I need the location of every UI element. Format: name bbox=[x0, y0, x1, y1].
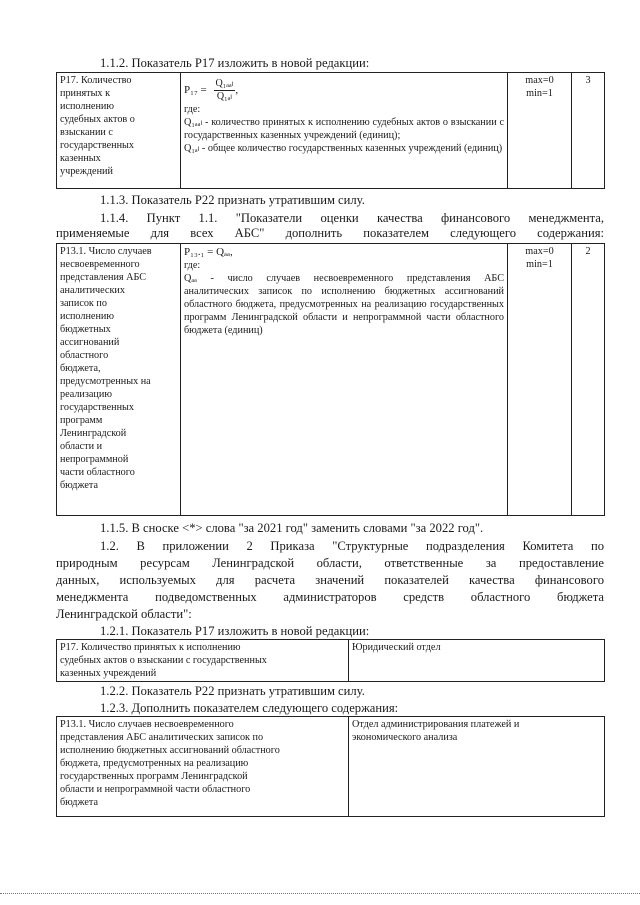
clause-1-1-2: 1.1.2. Показатель Р17 изложить в новой редакции: bbox=[100, 56, 370, 70]
clause-1-1-4-line2: применяемые для всех АБС" дополнить показателем следующего содержания: bbox=[56, 226, 604, 240]
clause-1-1-5: 1.1.5. В сноске <*> слова "за 2021 год" заменить словами "за 2022 год". bbox=[100, 521, 484, 535]
weight-cell: 3 bbox=[572, 73, 605, 189]
responsible-table-p13-1 bbox=[56, 716, 605, 817]
range-cell: max=0 min=1 bbox=[508, 73, 572, 189]
formula-numerator: Q₁ₐₐₗ bbox=[215, 78, 234, 89]
clause-1-2-line2: природным ресурсам Ленинградской области, ответственные за предоставление bbox=[56, 556, 604, 570]
indicator-cell: Р13.1. Число случаев несвоевременного представления АБС аналитических записок по исполнению бюджетных ассигнований областного бюджета, предусмотренных на реализацию государственных программ Ленинградской области и непрограммной части областного бюджета bbox=[57, 717, 349, 817]
indicator-cell: Р17. Количество принятых к исполнению судебных актов о взыскании с государственных казенных учреждений bbox=[57, 640, 349, 682]
where-label: где: bbox=[184, 104, 201, 115]
responsible-table-p17 bbox=[56, 639, 605, 682]
clause-1-2-line1: 1.2. В приложении 2 Приказа "Структурные подразделения Комитета по bbox=[100, 539, 604, 553]
indicator-table-p17 bbox=[56, 72, 605, 189]
formula: P₁₃.₁ = Qₐₐ, bbox=[184, 246, 233, 258]
clause-1-1-4-line1: 1.1.4. Пункт 1.1. "Показатели оценки качества финансового менеджмента, bbox=[100, 211, 604, 225]
clause-1-1-3: 1.1.3. Показатель Р22 признать утратившим силу. bbox=[100, 193, 365, 207]
indicator-table-p13-1 bbox=[56, 243, 605, 516]
formula-lhs: P₁₇ = bbox=[184, 84, 207, 97]
where-label: где: bbox=[184, 260, 201, 271]
clause-1-2-2: 1.2.2. Показатель Р22 признать утратившим силу. bbox=[100, 684, 365, 698]
formula-denominator: Q₁ₐₗ bbox=[216, 91, 232, 102]
clause-1-2-line4: менеджмента подведомственных администраторов средств областного бюджета bbox=[56, 590, 604, 604]
formula-fraction bbox=[214, 78, 236, 103]
clause-1-2-line3: данных, используемых для расчета значений показателей качества финансового bbox=[56, 573, 604, 587]
definition-1: Qₐₐ - число случаев несвоевременного представления АБС аналитических записок по исполнению бюджетных ассигнований областного бюджета, предусмотренных на реализацию государственных программ Ленинградской области и непрограммной части областного бюджета (единиц) bbox=[184, 273, 504, 336]
definition-1: Q₁ₐₐₗ - количество принятых к исполнению судебных актов о взыскании с государственных казенных учреждений (единиц); bbox=[184, 117, 504, 141]
formula-cell bbox=[181, 244, 508, 516]
definition-2: Q₁ₐₗ - общее количество государственных казенных учреждений (единиц) bbox=[184, 143, 503, 154]
clause-1-2-3: 1.2.3. Дополнить показателем следующего содержания: bbox=[100, 701, 399, 715]
indicator-name-cell: Р17. Количество принятых к исполнению судебных актов о взыскании с государственных казенных учреждений bbox=[57, 73, 181, 189]
clause-1-2-line5: Ленинградской области": bbox=[56, 607, 192, 621]
formula-cell: P₁₇ = $\frac{\text{Q₁ₐₐₗ}}{\text{Q₁ₐₗ}}$ , где: Q₁ₐₐₗ - количество принятых к исполнению судебных актов о взыскании с государственных казенных учреждений (единиц); Q₁ₐₗ - общее количество государственных казенных учреждений (единиц) bbox=[181, 73, 508, 189]
range-cell: max=0 min=1 bbox=[508, 244, 572, 516]
page-bottom-rule bbox=[0, 893, 640, 894]
department-cell: Отдел администрирования платежей и экономического анализа bbox=[349, 717, 605, 817]
clause-1-2-1: 1.2.1. Показатель Р17 изложить в новой редакции: bbox=[100, 624, 370, 638]
indicator-name-cell: Р13.1. Число случаев несвоевременного представления АБС аналитических записок по исполнению бюджетных ассигнований областного бюджета, предусмотренных на реализацию государственных программ Ленинградской области и непрограммной части областного бюджета bbox=[57, 244, 181, 516]
weight-cell: 2 bbox=[572, 244, 605, 516]
department-cell: Юридический отдел bbox=[349, 640, 605, 682]
